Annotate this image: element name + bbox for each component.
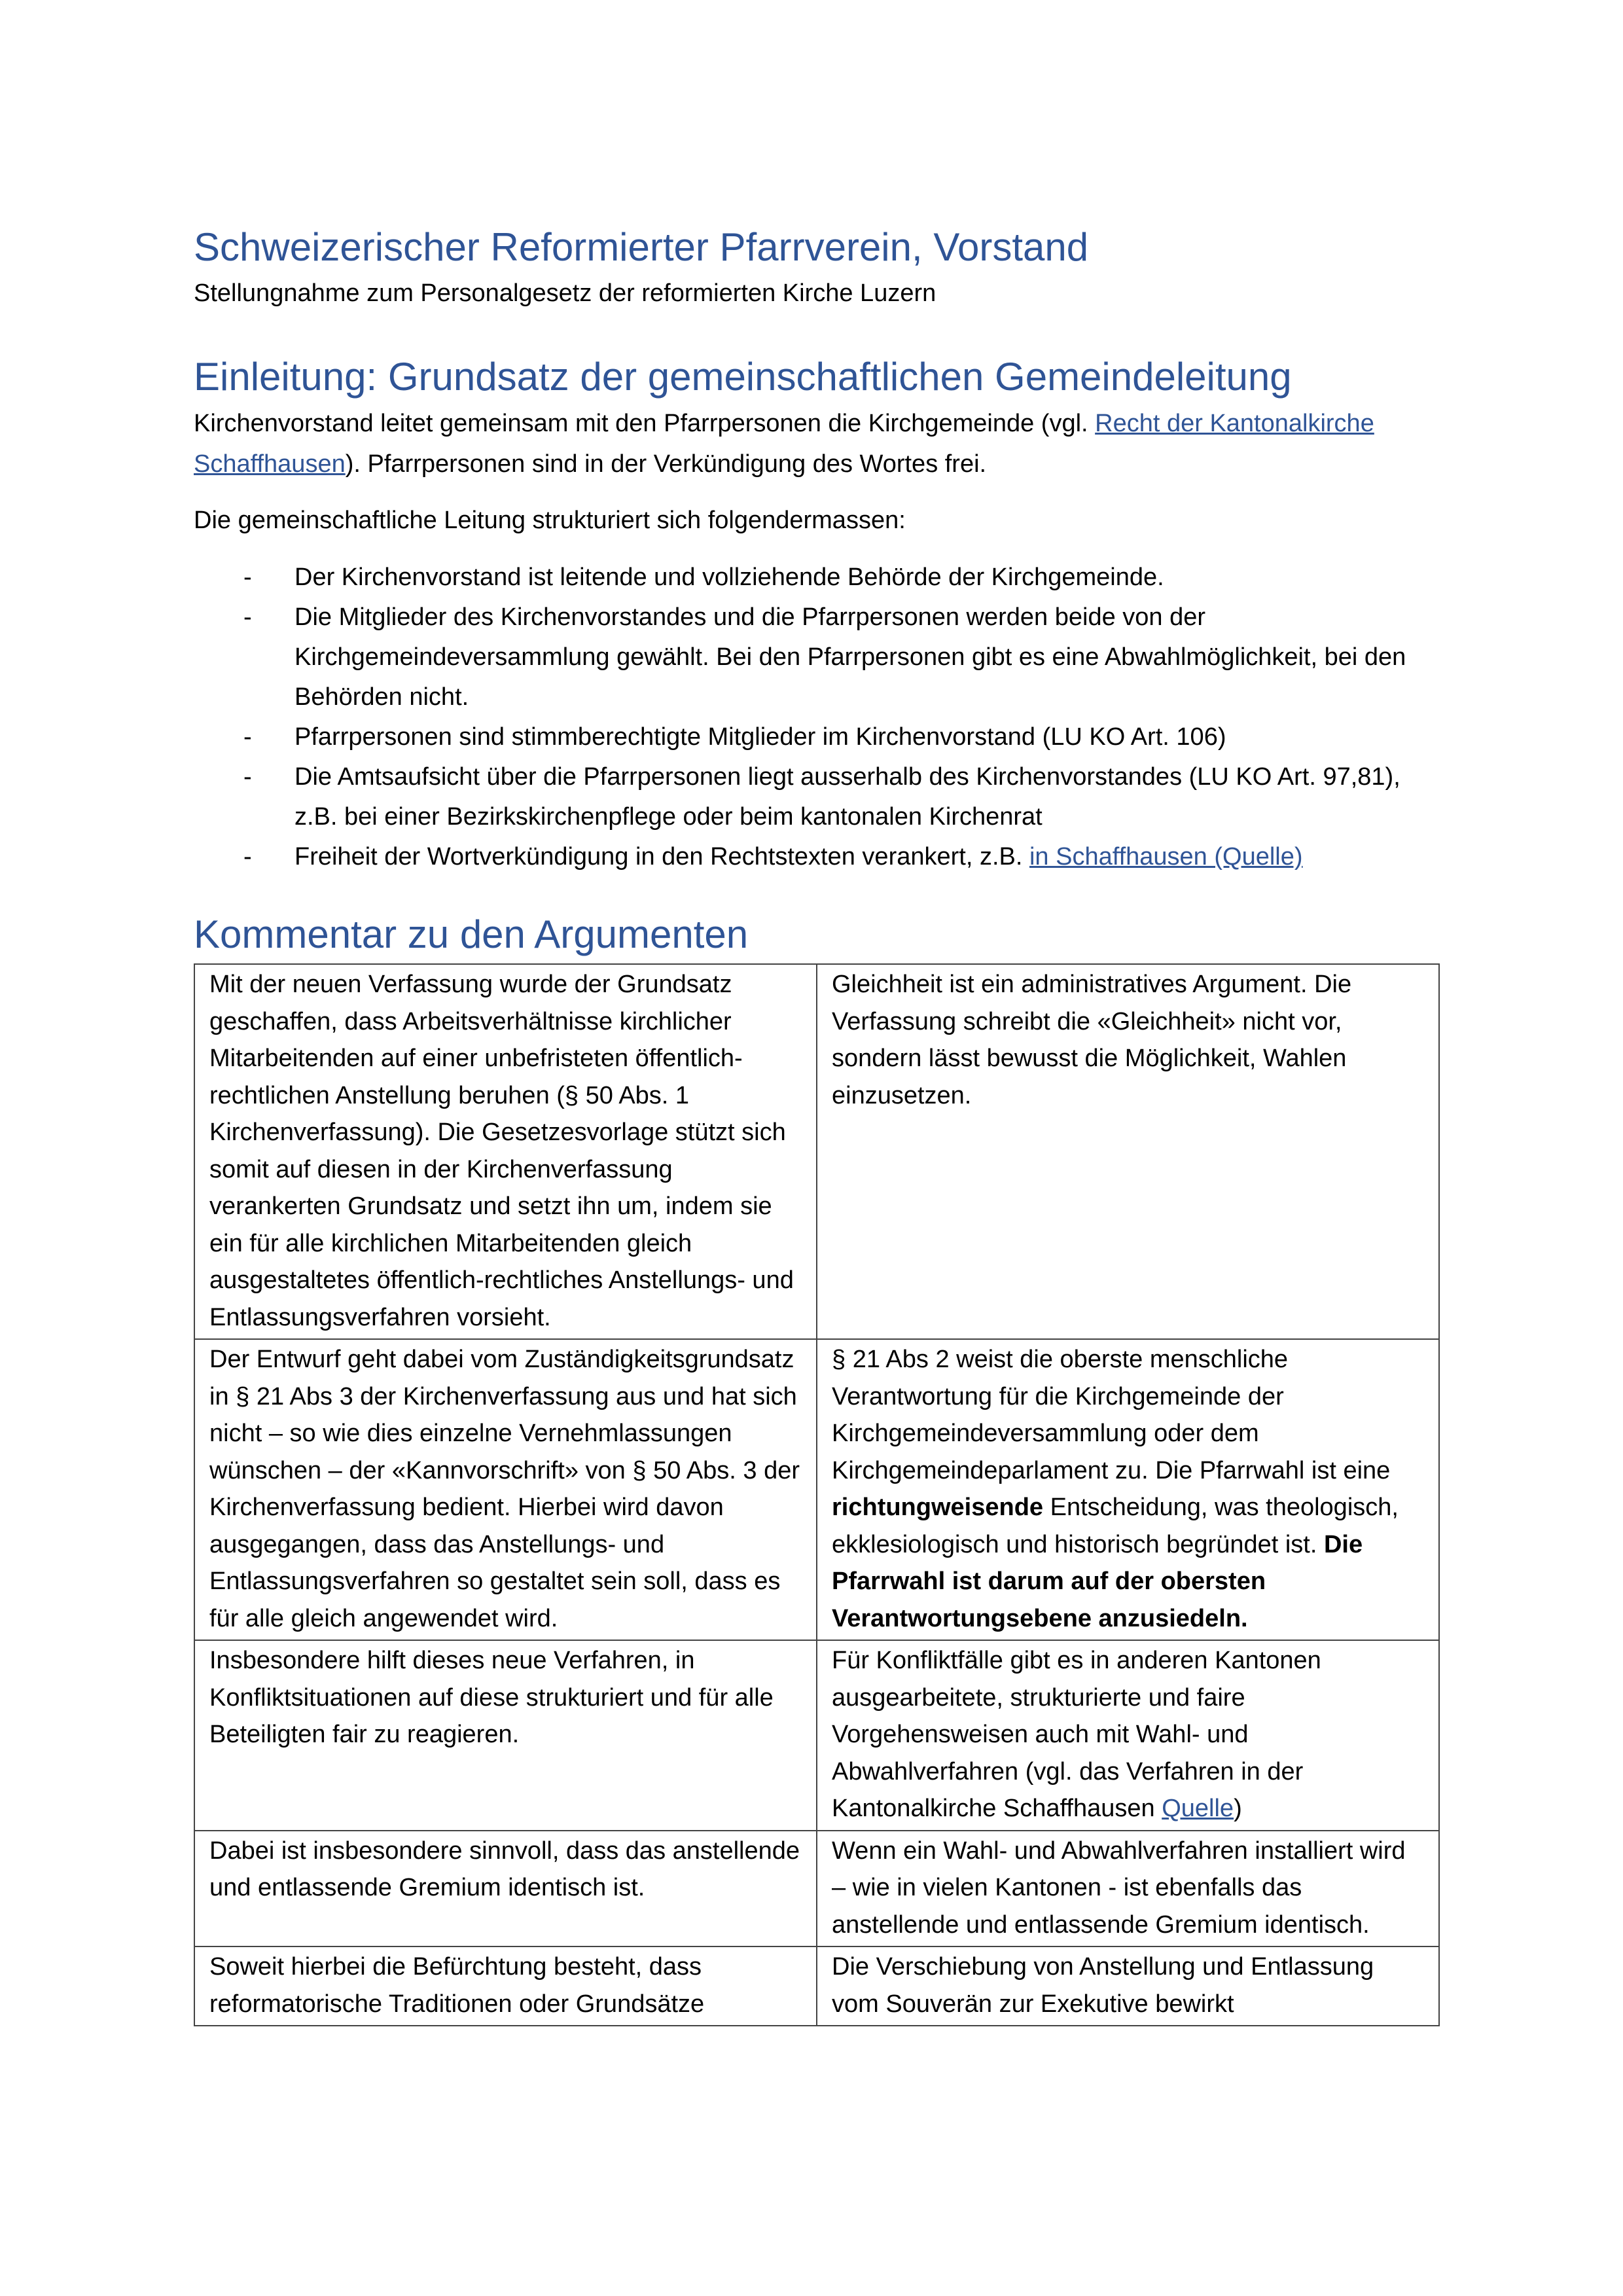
link-schaffhausen-quelle[interactable]: in Schaffhausen (Quelle) <box>1029 843 1303 870</box>
table-cell-comment <box>817 1339 1439 1640</box>
structure-list <box>194 558 1440 877</box>
section-heading-kommentar: Kommentar zu den Argumenten <box>194 912 749 956</box>
link-recht-kantonalkirche[interactable]: Recht der Kantonalkirche Schaffhausen <box>194 410 1374 478</box>
comment-bold-text: richtungweisende <box>832 1494 1044 1521</box>
table-cell-comment: Gleichheit ist ein administratives Argument. Die Verfassung schreibt die «Gleichheit» nicht vor, sondern lässt bewusst die Möglichkeit, Wahlen einzusetzen. <box>817 964 1439 1339</box>
comment-text: § 21 Abs 2 weist die oberste menschliche Verantwortung für die Kirchgemeinde der Kirchgemeindeversammlung oder dem Kirchgemeindeparlament zu. Die Pfarrwahl ist eine <box>832 1346 1391 1484</box>
comment-bold-conclusion: Die Pfarrwahl ist darum auf der obersten Verantwortungsebene anzusiedeln. <box>832 1530 1363 1632</box>
document-page <box>194 223 1440 2026</box>
list-item-text: Der Kirchenvorstand ist leitende und vollziehende Behörde der Kirchgemeinde. <box>294 564 1164 591</box>
document-subtitle: Stellungnahme zum Personalgesetz der reformierten Kirche Luzern <box>194 279 936 307</box>
list-item <box>194 757 1440 837</box>
list-item <box>194 717 1440 757</box>
table-cell-argument: Insbesondere hilft dieses neue Verfahren, in Konfliktsituationen auf diese strukturiert und für alle Beteiligten fair zu reagieren. <box>194 1640 817 1831</box>
bullet-dash: - <box>243 843 252 870</box>
list-item-text: Die Mitglieder des Kirchenvorstandes und die Pfarrpersonen werden beide von der Kirchgemeindeversammlung gewählt. Bei den Pfarrpersonen gibt es eine Abwahlmöglichkeit, bei den Behörden nicht. <box>294 603 1406 711</box>
table-cell-argument: Dabei ist insbesondere sinnvoll, dass das anstellende und entlassende Gremium identisch ist. <box>194 1831 817 1947</box>
section-heading-einleitung: Einleitung: Grundsatz der gemeinschaftlichen Gemeindeleitung <box>194 355 1292 399</box>
table-cell-comment: Wenn ein Wahl- und Abwahlverfahren installiert wird – wie in vielen Kantonen - ist ebenfalls das anstellende und entlassende Gremium identisch. <box>817 1831 1439 1947</box>
comment-text-end: ) <box>1234 1795 1242 1822</box>
intro-paragraph <box>194 403 1440 484</box>
table-row <box>194 1339 1439 1640</box>
arguments-table <box>194 963 1440 2026</box>
link-quelle[interactable]: Quelle <box>1162 1795 1234 1822</box>
structure-paragraph: Die gemeinschaftliche Leitung strukturiert sich folgendermassen: <box>194 507 906 534</box>
table-cell-comment <box>817 1640 1439 1831</box>
table-cell-argument: Mit der neuen Verfassung wurde der Grundsatz geschaffen, dass Arbeitsverhältnisse kirchlicher Mitarbeitenden auf einer unbefristeten öffentlich-rechtlichen Anstellung beruhen (§ 50 Abs. 1 Kirchenverfassung). Die Gesetzesvorlage stützt sich somit auf diesen in der Kirchenverfassung verankerten Grundsatz und setzt ihn um, indem sie ein für alle kirchlichen Mitarbeitenden gleich ausgestaltetes öffentlich-rechtliches Anstellungs- und Entlassungsverfahren vorsieht. <box>194 964 817 1339</box>
table-row <box>194 1831 1439 1947</box>
bullet-dash: - <box>243 723 252 751</box>
document-title: Schweizerischer Reformierter Pfarrverein, Vorstand <box>194 225 1089 269</box>
comment-text: Entscheidung, was theologisch, ekklesiologisch und historisch begründet ist. <box>832 1494 1399 1558</box>
list-item-text: Die Amtsaufsicht über die Pfarrpersonen liegt ausserhalb des Kirchenvorstandes (LU KO Art. 97,81), z.B. bei einer Bezirkskirchenpflege oder beim kantonalen Kirchenrat <box>294 763 1400 831</box>
list-item <box>194 558 1440 598</box>
intro-text-start: Kirchenvorstand leitet gemeinsam mit den Pfarrpersonen die Kirchgemeinde (vgl. <box>194 410 1096 437</box>
list-item-text: Freiheit der Wortverkündigung in den Rechtstexten verankert, z.B. <box>294 843 1029 870</box>
bullet-dash: - <box>243 763 252 791</box>
bullet-dash: - <box>243 603 252 631</box>
table-row <box>194 1946 1439 2026</box>
list-item <box>194 598 1440 717</box>
table-cell-argument: Der Entwurf geht dabei vom Zuständigkeitsgrundsatz in § 21 Abs 3 der Kirchenverfassung aus und hat sich nicht – so wie dies einzelne Vernehmlassungen wünschen – der «Kannvorschrift» von § 50 Abs. 3 der Kirchenverfassung bedient. Hierbei wird davon ausgegangen, dass das Anstellungs- und Entlassungsverfahren so gestaltet sein soll, dass es für alle gleich angewendet wird. <box>194 1339 817 1640</box>
comment-text: Für Konfliktfälle gibt es in anderen Kantonen ausgearbeitete, strukturierte und faire Vorgehensweisen auch mit Wahl- und Abwahlverfahren (vgl. das Verfahren in der Kantonalkirche Schaffhausen <box>832 1647 1321 1822</box>
table-row <box>194 964 1439 1339</box>
table-cell-argument: Soweit hierbei die Befürchtung besteht, dass reformatorische Traditionen oder Grundsätze <box>194 1946 817 2026</box>
table-row <box>194 1640 1439 1831</box>
list-item-text: Pfarrpersonen sind stimmberechtigte Mitglieder im Kirchenvorstand (LU KO Art. 106) <box>294 723 1226 751</box>
table-cell-comment: Die Verschiebung von Anstellung und Entlassung vom Souverän zur Exekutive bewirkt <box>817 1946 1439 2026</box>
bullet-dash: - <box>243 564 252 591</box>
list-item <box>194 837 1440 877</box>
intro-text-end: ). Pfarrpersonen sind in der Verkündigung des Wortes frei. <box>345 450 987 478</box>
